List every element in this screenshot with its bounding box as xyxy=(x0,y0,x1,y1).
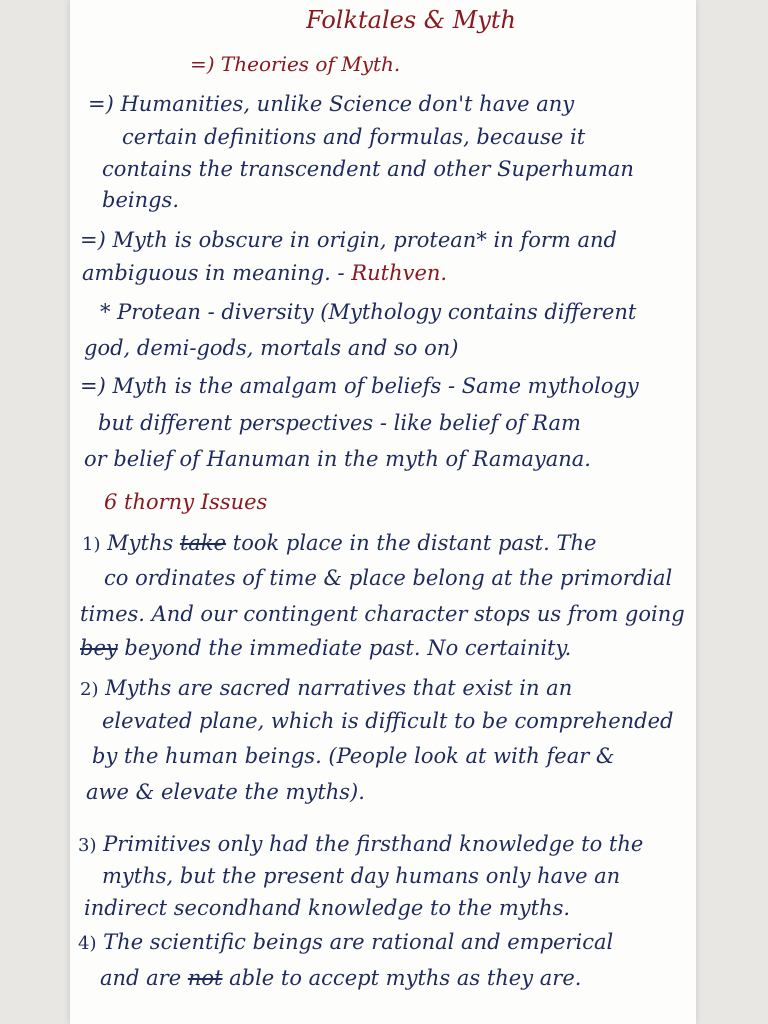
section-heading: 6 thorny Issues xyxy=(104,490,268,514)
p4-line3: or belief of Hanuman in the myth of Ramayana. xyxy=(84,447,591,471)
p4-line2: but different perspectives - like belief of Ram xyxy=(98,411,581,435)
item1-line4: bey beyond the immediate past. No certainity. xyxy=(80,636,572,660)
p1-line2: certain definitions and formulas, because it xyxy=(122,125,586,149)
item3-line1: 3) Primitives only had the firsthand knowledge to the xyxy=(78,832,644,856)
item4-line1: 4) The scientific beings are rational and emperical xyxy=(78,930,614,954)
item1-line2: co ordinates of time & place belong at the primordial xyxy=(104,566,673,590)
item1-line3: times. And our contingent character stops us from going xyxy=(80,602,685,626)
p3-line2: god, demi-gods, mortals and so on) xyxy=(84,336,459,360)
notebook-page xyxy=(70,0,696,1024)
p1-line1: =) Humanities, unlike Science don't have any xyxy=(88,92,575,116)
item1-line1: 1) Myths take took place in the distant past. The xyxy=(82,531,597,555)
theories-heading: =) Theories of Myth. xyxy=(190,52,401,76)
item2-line3: by the human beings. (People look at with fear & xyxy=(92,744,615,768)
p1-line4: beings. xyxy=(102,188,180,212)
item3-line2: myths, but the present day humans only have an xyxy=(102,864,621,888)
p1-line3: contains the transcendent and other Superhuman xyxy=(102,157,634,181)
item2-line4: awe & elevate the myths). xyxy=(86,780,365,804)
item4-line2: and are not able to accept myths as they are. xyxy=(100,966,582,990)
p2-line2: ambiguous in meaning. - Ruthven. xyxy=(82,261,448,285)
item2-line2: elevated plane, which is difficult to be comprehended xyxy=(102,709,674,733)
author-ruthven: Ruthven. xyxy=(351,261,448,285)
p3-line1: * Protean - diversity (Mythology contains different xyxy=(100,300,637,324)
item2-line1: 2) Myths are sacred narratives that exist in an xyxy=(80,676,573,700)
protean-word: protean xyxy=(393,228,477,252)
p2-line1: =) Myth is obscure in origin, protean* in form and xyxy=(80,228,617,252)
page-title: Folktales & Myth xyxy=(306,6,517,34)
p4-line1: =) Myth is the amalgam of beliefs - Same mythology xyxy=(80,374,639,398)
item3-line3: indirect secondhand knowledge to the myths. xyxy=(84,896,571,920)
